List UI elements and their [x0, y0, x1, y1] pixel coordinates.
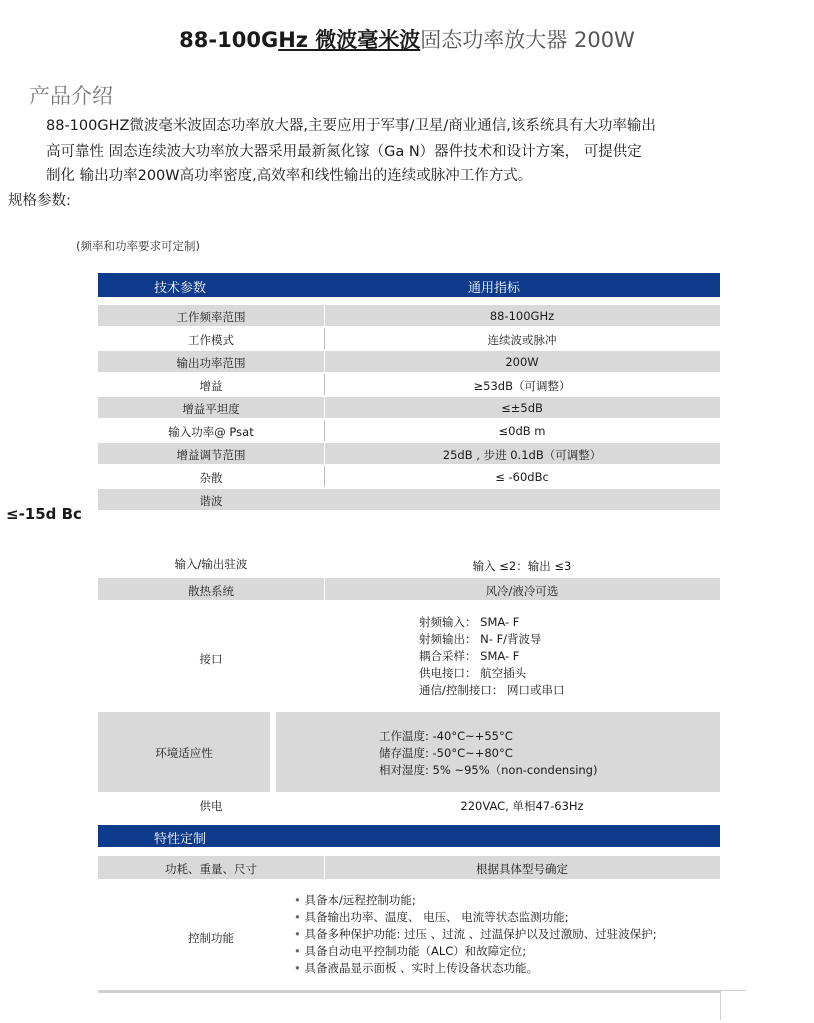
header-col1: 技术参数 [154, 281, 207, 296]
control-line: • 具备多种保护功能: 过压 、过流 、过温保护以及过激励、过驻波保护; [294, 927, 657, 941]
env-line: 工作温度: -40°C~+55°C [379, 729, 513, 743]
value-cell: 220VAC, 单相47-63Hz [460, 799, 584, 813]
value-cell: 连续波或脉冲 [487, 333, 557, 347]
param-cell: 工作频率范围 [176, 310, 246, 324]
value-cell: ≤ -60dBc [495, 470, 549, 484]
interface-line: 耦合采样： SMA- F [419, 649, 520, 663]
title-part2: Hz 微波毫米波 [278, 28, 421, 52]
table-bottom-border [98, 990, 720, 993]
env-line: 相对湿度: 5% ~95%（non-condensing) [379, 763, 598, 777]
interface-lines [419, 614, 565, 699]
param-cell: 增益平坦度 [182, 402, 240, 416]
header-col2: 通用指标 [468, 281, 521, 296]
env-line: 储存温度: -50°C~+80°C [379, 746, 513, 760]
table-row [98, 578, 720, 600]
param-cell: 散热系统 [188, 584, 234, 598]
table1-header [98, 273, 720, 297]
control-lines [294, 892, 657, 977]
value-cell: 200W [505, 355, 539, 369]
env-value-cell [276, 712, 720, 792]
param-cell: 功耗、重量、尺寸 [165, 862, 257, 876]
param-cell: 增益 [199, 379, 223, 393]
value-cell: ≥53dB（可调整） [473, 379, 571, 393]
value-cell: 输入 ≤2：输出 ≤3 [472, 559, 572, 573]
param-cell: 环境适应性 [155, 746, 213, 760]
value-cell: ≤0dB m [498, 424, 546, 438]
table-row [98, 443, 720, 464]
param-cell: 谐波 [199, 494, 223, 508]
value-cell: 根据具体型号确定 [476, 862, 568, 876]
title-part1: 88-100G [179, 28, 279, 52]
harmonic-value: ≤-15d Bc [6, 505, 82, 523]
env-param-cell [98, 712, 270, 792]
env-lines [379, 728, 597, 779]
table-row [98, 489, 720, 510]
param-cell: 杂散 [199, 471, 223, 485]
table-row [98, 420, 720, 441]
title-part3: 固态功率放大器 200W [420, 28, 635, 52]
intro-line-2: 高可靠性 固态连续波大功率放大器采用最新氮化镓（Ga N）器件技术和设计方案， 可提供定 [46, 144, 642, 160]
value-cell: 风冷/液冷可选 [485, 584, 559, 598]
page-title [0, 24, 814, 54]
intro-line-1: 88-100GHZ微波毫米波固态功率放大器,主要应用于军事/卫星/商业通信,该系统具有大功率输出 [46, 118, 656, 134]
table-edge-vline [720, 990, 721, 1020]
table-edge-line [720, 990, 746, 991]
table-row [98, 856, 720, 879]
interface-line: 射频输出： N- F/背波导 [419, 632, 542, 646]
table-row [98, 305, 720, 326]
table-row [98, 351, 720, 372]
table-row [98, 552, 720, 574]
header-col1: 特性定制 [154, 832, 207, 847]
control-line: • 具备自动电平控制功能（ALC）和故障定位; [294, 944, 527, 958]
param-cell: 输入/输出驻波 [174, 557, 248, 571]
interface-line: 通信/控制接口： 网口或串口 [419, 683, 565, 697]
table-row [98, 888, 720, 988]
table2-header [98, 825, 720, 847]
param-cell: 供电 [199, 799, 223, 813]
value-cell: 25dB , 步进 0.1dB（可调整） [442, 448, 602, 462]
param-cell: 工作模式 [188, 333, 234, 347]
intro-line-3: 制化 输出功率200W高功率密度,高效率和线性输出的连续或脉冲工作方式。 [46, 168, 533, 184]
table-row [98, 466, 720, 487]
table-row [98, 374, 720, 395]
param-cell: 输入功率@ Psat [168, 425, 254, 439]
control-line: • 具备输出功率、温度、 电压、 电流等状态监测功能; [294, 910, 569, 924]
custom-note: (频率和功率要求可定制) [76, 239, 200, 253]
spec-label: 规格参数: [8, 193, 71, 209]
control-line: • 具备本/远程控制功能; [294, 893, 416, 907]
table-row [98, 795, 720, 817]
interface-line: 供电接口： 航空插头 [419, 666, 527, 680]
value-cell: ≤±5dB [501, 401, 543, 415]
interface-line: 射频输入： SMA- F [419, 615, 520, 629]
param-cell: 增益调节范围 [176, 448, 246, 462]
param-cell: 接口 [199, 652, 223, 666]
section-title: 产品介绍 [29, 84, 113, 108]
table-row [98, 606, 720, 704]
value-cell: 88-100GHz [489, 309, 555, 323]
table-row [98, 397, 720, 418]
param-cell: 输出功率范围 [176, 356, 246, 370]
param-cell: 控制功能 [188, 931, 234, 945]
table-row [98, 328, 720, 349]
control-line: • 具备液晶显示面板 、实时上传设备状态功能。 [294, 961, 539, 975]
